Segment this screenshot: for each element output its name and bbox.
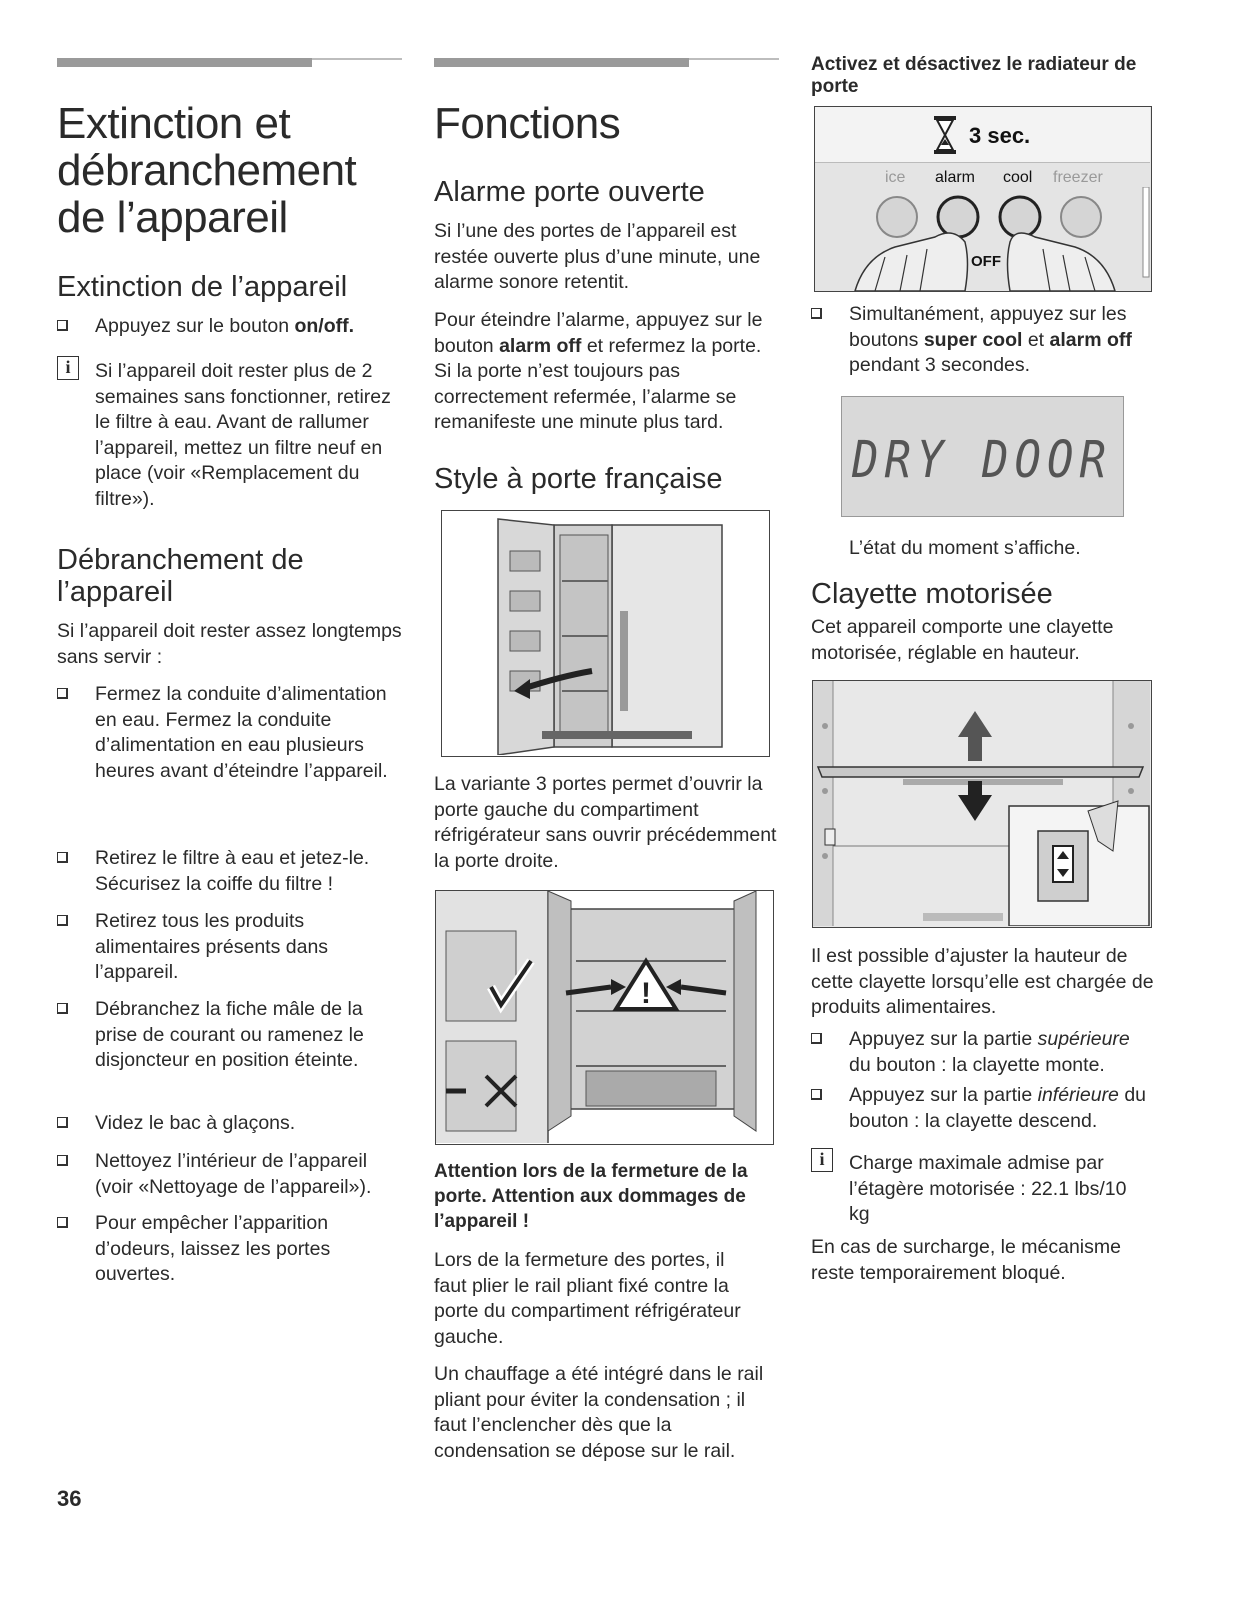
warning-paragraph-1: Lors de la fermeture des portes, il faut plier le rail pliant fixé contre la porte du compartiment réfrigérateur gauche. xyxy=(434,1249,741,1348)
shelf-paragraph-3: En cas de surcharge, le mécanisme reste temporairement bloqué. xyxy=(811,1236,1121,1284)
off-label: OFF xyxy=(971,253,1001,270)
onoff-label: on/off. xyxy=(294,315,355,337)
info-icon: i xyxy=(57,356,79,380)
french-paragraph: La variante 3 portes permet d’ouvrir la porte gauche du compartiment réfrigérateur sans ouvrir précédemment la porte droite. xyxy=(434,773,777,872)
fridge-three-door-illustration xyxy=(441,510,770,757)
alarm-paragraph-2: Pour éteindre l’alarme, appuyez sur le bouton alarm off et refermez la porte. Si la porte n’est toujours pas correctement refermée, l’alarme se remanifeste une minute plus tard. xyxy=(434,309,763,433)
list-item xyxy=(57,314,402,340)
info-icon: i xyxy=(811,1148,833,1172)
list-item: Retirez tous les produits alimentaires présents dans l’appareil. xyxy=(57,909,402,986)
list-item: Nettoyez l’intérieur de l’appareil (voir «Nettoyage de l’appareil»). xyxy=(57,1149,402,1200)
section-heading-style: Style à porte française xyxy=(434,463,723,495)
panel-label-cool: cool xyxy=(1003,169,1033,186)
shelf-paragraph-2: Il est possible d’ajuster la hauteur de cette clayette lorsqu’elle est chargée de produits alimentaires. xyxy=(811,945,1154,1018)
fridge-three-door-svg xyxy=(442,511,768,755)
info-text: Si l’appareil doit rester plus de 2 semaines sans fonctionner, retirez le filtre à eau. Avant de rallumer l’appareil, mettez un filtre neuf en place (voir «Remplacement du filtre»). xyxy=(95,360,391,510)
motorized-shelf-svg xyxy=(813,681,1150,926)
svg-text:!: ! xyxy=(641,977,651,1010)
list-item: Appuyez sur la partie inférieure du bouton : la clayette descend. xyxy=(811,1083,1156,1134)
warning-heading: Attention lors de la fermeture de la porte. Attention aux dommages de l’appareil ! xyxy=(434,1161,748,1232)
display-caption: L’état du moment s’affiche. xyxy=(849,537,1081,559)
alarm-paragraph-1: Si l’une des portes de l’appareil est restée ouverte plus d’une minute, une alarme sonore retentit. xyxy=(434,220,761,293)
warning-paragraph-2: Un chauffage a été intégré dans le rail pliant pour éviter la condensation ; il faut l’enclencher dès que la condensation se dépose sur le rail. xyxy=(434,1363,764,1462)
section-heading-clayette: Clayette motorisée xyxy=(811,578,1053,610)
page-number: 36 xyxy=(57,1486,82,1511)
list-item: Appuyez sur la partie supérieure du bouton : la clayette monte. xyxy=(811,1027,1156,1078)
list-item: Videz le bac à glaçons. xyxy=(57,1111,402,1137)
info-text: Charge maximale admise par l’étagère motorisée : 22.1 lbs/10 kg xyxy=(849,1152,1127,1225)
checkbox-bullet-icon xyxy=(57,1155,68,1166)
checkbox-bullet-icon xyxy=(57,852,68,863)
list-item: Débranchez la fiche mâle de la prise de courant ou ramenez le disjoncteur en position éteinte. xyxy=(57,997,402,1074)
panel-label-ice: ice xyxy=(885,169,906,186)
section-heading-extinction: Extinction de l’appareil xyxy=(57,271,348,303)
section-heading-alarme: Alarme porte ouverte xyxy=(434,176,705,208)
checkbox-bullet-icon xyxy=(811,308,822,319)
info-note xyxy=(57,356,402,512)
list-item: Simultanément, appuyez sur les boutons super cool et alarm off pendant 3 secondes. xyxy=(811,302,1156,379)
info-note xyxy=(811,1148,1156,1228)
checkbox-bullet-icon xyxy=(811,1033,822,1044)
list-item: Pour empêcher l’apparition d’odeurs, laissez les portes ouvertes. xyxy=(57,1211,402,1288)
hourglass-icon xyxy=(933,115,957,155)
lcd-display xyxy=(841,396,1124,517)
panel-label-freezer: freezer xyxy=(1053,169,1103,186)
panel-buttons-hands-svg xyxy=(815,187,1150,291)
checkbox-bullet-icon xyxy=(57,1117,68,1128)
checkbox-bullet-icon xyxy=(57,915,68,926)
heater-heading: Activez et désactivez le radiateur de porte xyxy=(811,54,1137,97)
section-intro: Si l’appareil doit rester assez longtemps sans servir : xyxy=(57,620,402,668)
fridge-french-door-warning-illustration xyxy=(435,890,774,1145)
page-title: Extinction et débranchement de l’appareil xyxy=(57,99,357,242)
list-item: Retirez le filtre à eau et jetez-le. Sécurisez la coiffe du filtre ! xyxy=(57,846,402,897)
list-item-text: Appuyez sur le bouton xyxy=(95,315,295,337)
checkbox-bullet-icon xyxy=(57,320,68,331)
section-rule xyxy=(57,58,402,68)
section-title-fonctions: Fonctions xyxy=(434,99,621,148)
checkbox-bullet-icon xyxy=(57,1003,68,1014)
shelf-paragraph-1: Cet appareil comporte une clayette motorisée, réglable en hauteur. xyxy=(811,616,1114,664)
section-rule xyxy=(434,58,779,68)
lcd-display-text: DRY DOOR xyxy=(852,431,1112,490)
panel-label-alarm: alarm xyxy=(935,169,976,186)
fridge-french-door-svg xyxy=(436,891,772,1143)
checkbox-bullet-icon xyxy=(57,688,68,699)
control-panel-illustration xyxy=(814,106,1152,292)
checkbox-bullet-icon xyxy=(811,1089,822,1100)
section-heading-debranchement: Débranchement de l’appareil xyxy=(57,544,304,608)
checkbox-bullet-icon xyxy=(57,1217,68,1228)
list-item: Fermez la conduite d’alimentation en eau. Fermez la conduite d’alimentation en eau plusieurs heures avant d’éteindre l’appareil. xyxy=(57,682,402,784)
motorized-shelf-illustration xyxy=(812,680,1152,928)
timer-label: 3 sec. xyxy=(969,123,1031,148)
